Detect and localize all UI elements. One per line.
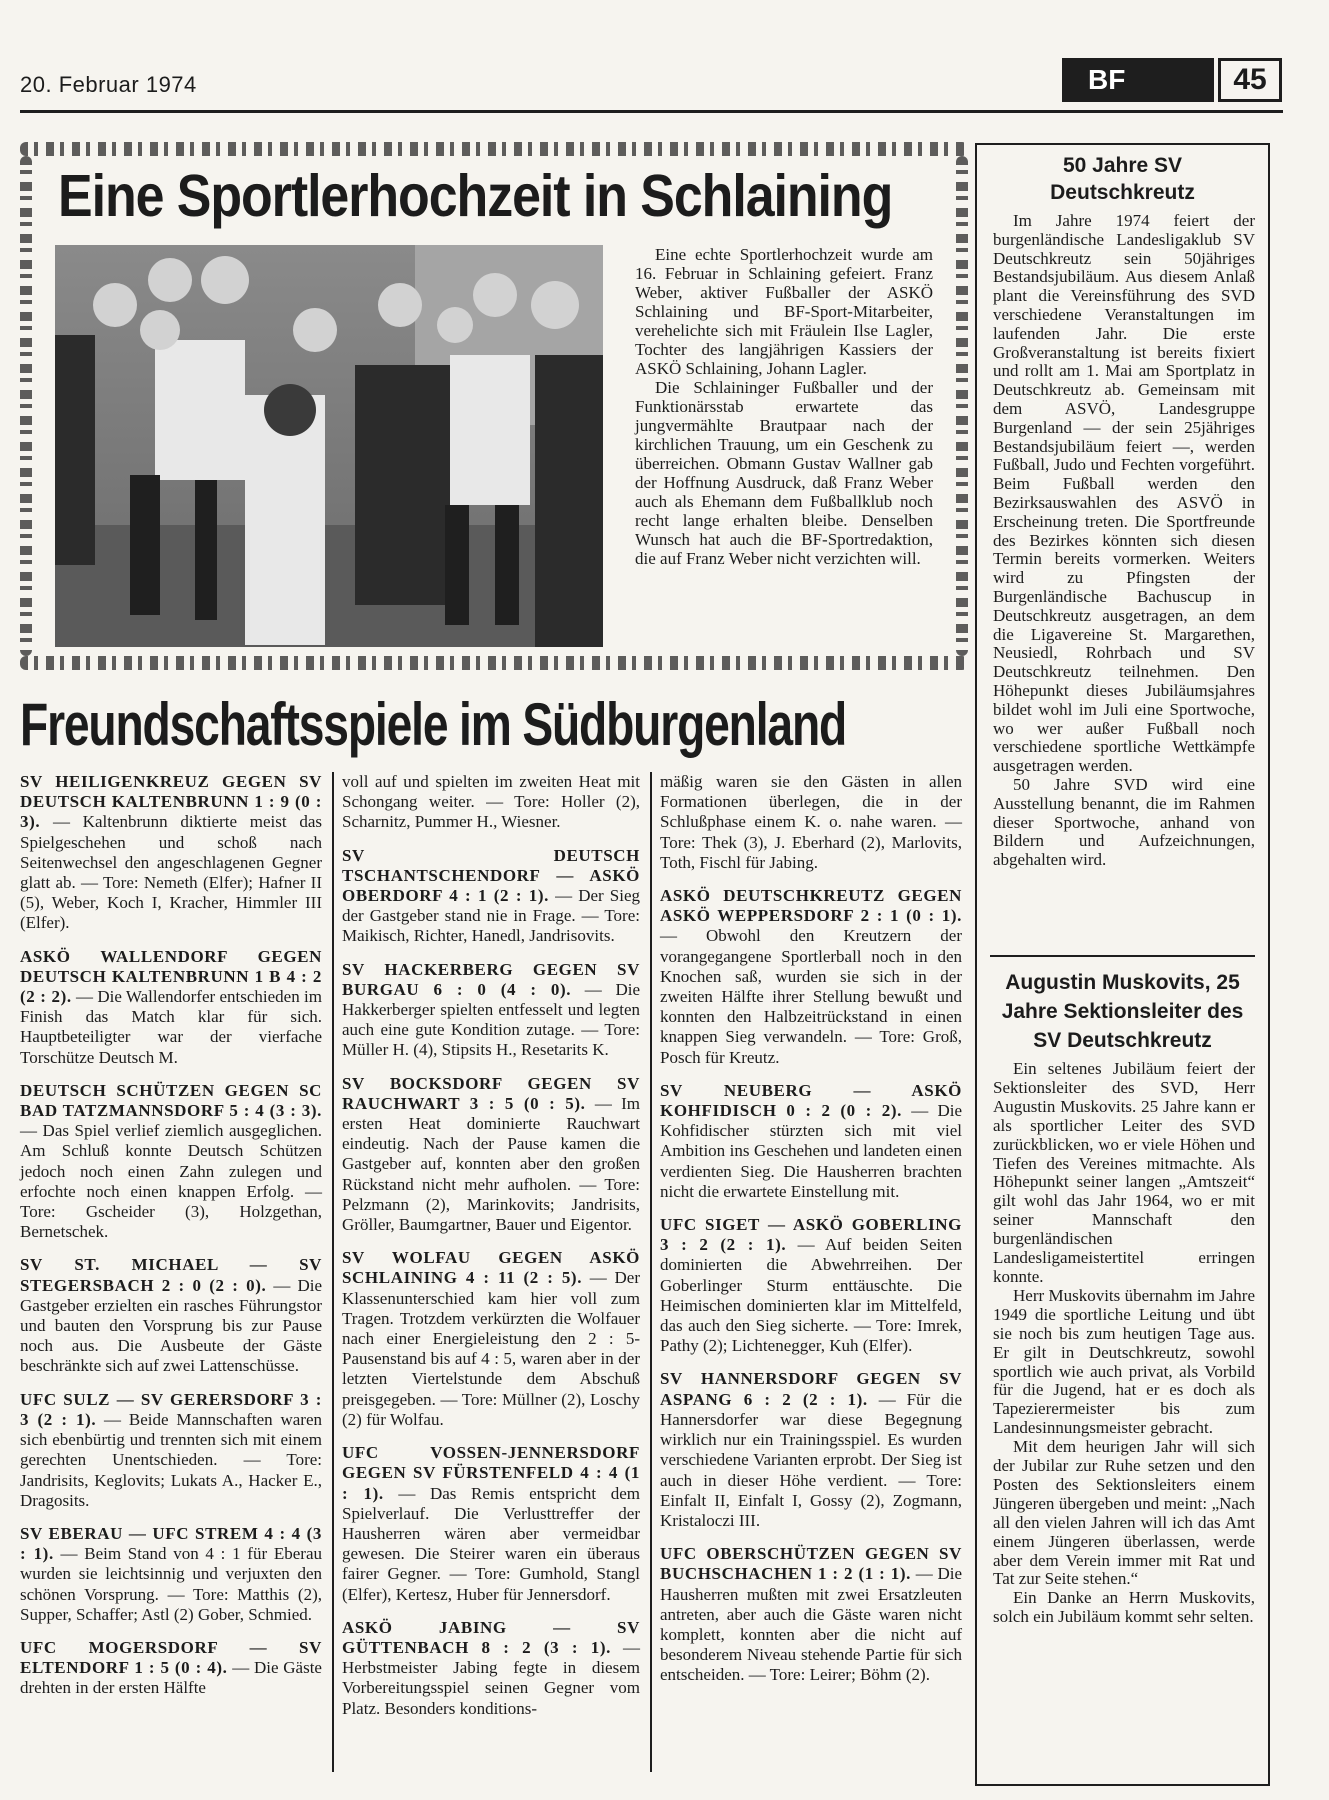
- match-text: — Das Remis entspricht dem Spielverlauf. Die Verlusttreffer der Hausherren wären aber vermeidbar gewesen. Die Steirer waren ein überaus fairer Gegner. — Tore: Gumhold, Stangl (Elfer), Kertesz, Huber für Jennersdorf.: [342, 1483, 640, 1604]
- match-text: — Die Hakkerberger spielten entfesselt und legten auch eine gute Kondition zutage. — Tore: Müller H. (4), Stipsits H., Resetarits K.: [342, 979, 640, 1060]
- match-report: [342, 772, 640, 833]
- sidebar-paragraph: Mit dem heurigen Jahr will sich der Jubilar zur Ruhe setzen und den Posten des Sektionsleiters einem Jüngeren übergeben und meint: „Nach all den vielen Jahren will ich das Amt einem Jüngeren überlassen, werde aber dem Verein immer mit Rat und Tat zur Seite stehen.“: [993, 1437, 1255, 1589]
- page-number: 45: [1218, 58, 1282, 102]
- match-report: [342, 1074, 640, 1236]
- sidebar-paragraph: Ein seltenes Jubiläum feiert der Sektionsleiter des SVD, Herr Augustin Muskovits. 25 Jahre kann er als sportlicher Leiter des SVD zurückblicken, wo er viele Höhen und Tiefen des Vereines mitmachte. Als Höhepunkt seiner langen „Amtszeit“ gilt wohl das Jahr 1964, wo er mit seiner Mannschaft den burgenländischen Landesligameistertitel erringen konnte.: [993, 1059, 1255, 1286]
- sidebar-title-1: 50 Jahre SV Deutschkreutz: [1050, 154, 1195, 204]
- match-text: — Für die Hannersdorfer war diese Begegnung wirklich nur ein Trainingsspiel. Es wurden verschiedene Varianten erprobt. Der Sieg ist auch in dieser Höhe verdient. — Tore: Einfalt II, Einfalt I, Gossy (2), Zogmann, Kristaloczi III.: [660, 1389, 962, 1530]
- sidebar-paragraph: 50 Jahre SVD wird eine Ausstellung benannt, die im Rahmen dieser Sportwoche, anhand von Bildern und Aufzeichnungen, abgehalten wird.: [993, 774, 1255, 870]
- wedding-group-photo: [55, 245, 603, 647]
- match-text: — Obwohl den Kreutzern der vorangegangene Sportlerball noch in den Knochen saß, wurden sie sich in der zweiten Hälfte ihrer Stellung bewußt und konnten den Halbzeitrückstand in einen knappen Sieg verwandeln. — Tore: Groß, Posch für Kreutz.: [660, 926, 962, 1067]
- match-result: ASKÖ DEUTSCHKREUTZ GEGEN ASKÖ WEPPERSDORF 2 : 1 (0 : 1).: [660, 886, 962, 926]
- friendly-column-2: [342, 772, 640, 1719]
- friendly-matches-headline: Freundschaftsspiele im Südburgenland: [20, 691, 847, 758]
- match-result: SV HANNERSDORF GEGEN SV ASPANG 6 : 2 (2 : 1).: [660, 1369, 962, 1409]
- sidebar-title-2: Augustin Muskovits, 25 Jahre Sektionsleiter des SV Deutschkreutz: [1001, 971, 1244, 1052]
- sidebar-article-1: [993, 212, 1255, 870]
- wedding-paragraph: Eine echte Sportlerhochzeit wurde am 16. Februar in Schlaining gefeiert. Franz Weber, aktiver Fußballer der ASKÖ Schlaining und BF-Sport-Mitarbeiter, verehelichte sich mit Fräulein Ilse Lagler, Tochter des langjährigen Kassiers der ASKÖ Schlaining, Johann Lagler.: [635, 245, 933, 378]
- match-text: — Beide Mannschaften waren sich ebenbürtig und trennten sich mit einem gerechten Unentschieden. — Tore: Jandrisits, Keglovits; Lukats A., Hacker E., Dragosits.: [20, 1409, 323, 1510]
- match-report: [660, 1081, 962, 1202]
- match-result: UFC OBERSCHÜTZEN GEGEN SV BUCHSCHACHEN 1 : 2 (1 : 1).: [660, 1544, 962, 1584]
- match-text: — Beim Stand von 4 : 1 für Eberau wurden sie leichtsinnig und verjuxten den schönen Vorsprung. — Tore: Matthis (2), Supper, Schaffer; Astl (2) Gober, Schmied.: [20, 1544, 322, 1624]
- match-result: ASKÖ WALLENDORF GEGEN DEUTSCH KALTENBRUNN 1 B 4 : 2 (2 : 2).: [20, 946, 322, 1007]
- match-report: [342, 960, 640, 1061]
- friendly-column-1: [20, 772, 322, 1699]
- match-text: — Die Gäste drehten in der ersten Hälfte: [20, 1658, 322, 1698]
- wedding-text: [635, 245, 933, 568]
- match-text: mäßig waren sie den Gästen in allen Formationen überlegen, die in der Schlußphase einem K. o. nahe waren. — Tore: Thek (3), J. Eberhard (2), Marlovits, Toth, Fischl für Jabing.: [660, 772, 962, 872]
- match-text: — Der Klassenunterschied kam hier voll zum Tragen. Trotzdem verkürzten die Wolfauer nach einer Energieleistung den 2 : 5-Pausenstand bis auf 4 : 5, waren aber in der letzten Viertelstunde dem Abschuß preisgegeben. — Tore: Müllner (2), Loschy (2) für Wolfau.: [342, 1268, 640, 1429]
- match-text: — Die Hausherren mußten mit zwei Ersatzleuten antreten, aber auch die Gäste waren nicht komplett, konnten aber die nicht auf besonderem Niveau stehende Partie für sich entscheiden. — Tore: Leirer; Böhm (2).: [660, 1564, 963, 1685]
- match-text: — Auf beiden Seiten dominierten die Abwehrreihen. Der Goberlinger Sturm enttäuschte. Die Heimischen dominierten klar im Mittelfeld, das auch den Sieg sicherte. — Tore: Imrek, Pathy (2); Lichtenegger, Kuh (Elfer).: [660, 1235, 963, 1356]
- match-report: [342, 1618, 640, 1719]
- match-text: — Kaltenbrunn diktierte meist das Spielgeschehen und schoß nach Seitenwechsel den angeschlagenen Gegner glatt ab. — Tore: Nemeth (Elfer); Hafner II (5), Weber, Koch I, Kracher, Himmler III (Elfer).: [20, 812, 322, 933]
- match-text: — Die Gastgeber erzielten ein rasches Führungstor und bauten den Vorsprung bis zur Pause noch aus. Die Ausbeute der Gäste beschränkte sich auf zwei Lattenschüsse.: [20, 1275, 322, 1376]
- match-text: — Das Spiel verlief ziemlich ausgeglichen. Am Schluß konnte Deutsch Schützen jedoch noch einen Zahn zulegen und erfochte noch einen knappen Erfolg. — Tore: Gscheider (3), Holzgethan, Bernetschek.: [20, 1121, 322, 1242]
- match-report: [660, 1544, 962, 1685]
- match-text: voll auf und spielten im zweiten Heat mit Schongang weiter. — Tore: Holler (2), Scharnitz, Pummer H., Wiesner.: [342, 772, 640, 832]
- match-report: [342, 1443, 640, 1605]
- match-report: [660, 1369, 962, 1531]
- sidebar-article-2: [993, 1060, 1255, 1627]
- match-report: [20, 772, 322, 934]
- match-text: — Die Wallendorfer entschieden im Finish das Match klar für sich. Hauptbeteiligter war der vierfache Torschütze Deutsch M.: [20, 987, 322, 1067]
- match-result: SV ST. MICHAEL — SV STEGERSBACH 2 : 0 (2 : 0).: [20, 1255, 322, 1295]
- friendly-column-3: [660, 772, 962, 1686]
- match-result: UFC SULZ — SV GERERSDORF 3 : 3 (2 : 1).: [20, 1389, 322, 1429]
- match-result: SV DEUTSCH TSCHANTSCHENDORF — ASKÖ OBERDORF 4 : 1 (2 : 1).: [342, 845, 640, 906]
- match-result: UFC MOGERSDORF — SV ELTENDORF 1 : 5 (0 : 4).: [20, 1637, 322, 1678]
- match-report: [20, 1255, 322, 1376]
- sidebar-paragraph: Ein Danke an Herrn Muskovits, solch ein Jubiläum kommt sehr selten.: [993, 1588, 1255, 1627]
- match-report: [20, 1081, 322, 1243]
- match-result: SV NEUBERG — ASKÖ KOHFIDISCH 0 : 2 (0 : 2).: [660, 1080, 962, 1121]
- match-result: SV HEILIGENKREUZ GEGEN SV DEUTSCH KALTENBRUNN 1 : 9 (0 : 3).: [20, 772, 322, 832]
- match-text: — Im ersten Heat dominierte Rauchwart eindeutig. Nach der Pause kamen die Gastgeber auf, konnten aber den großen Rückstand nicht mehr aufholen. — Tore: Pelzmann (2), Marinkovits; Jandrisits, Gröller, Baumgartner, Bauer und Eigentor.: [342, 1093, 640, 1235]
- match-report: [20, 1638, 322, 1699]
- match-report: [20, 1524, 322, 1625]
- match-result: DEUTSCH SCHÜTZEN GEGEN SC BAD TATZMANNSDORF 5 : 4 (3 : 3).: [20, 1080, 322, 1121]
- match-result: UFC SIGET — ASKÖ GOBERLING 3 : 2 (2 : 1).: [660, 1215, 962, 1255]
- match-report: [20, 947, 322, 1068]
- sidebar-paragraph: Herr Muskovits übernahm im Jahre 1949 die sportliche Leitung und übt sie noch bis zum heutigen Tage aus. Er gilt in Deutschkreutz, sowohl sportlich wie auch privat, als Vorbild für die Jugend, hat er es doch als Tapezierermeister bis zum Landesinnungsmeister gebracht.: [993, 1285, 1255, 1438]
- match-text: — Der Sieg der Gastgeber stand nie in Frage. — Tore: Maikisch, Richter, Hanedl, Jandrisovits.: [342, 886, 640, 946]
- sidebar-paragraph: Im Jahre 1974 feiert der burgenländische Landesligaklub SV Deutschkreutz sein 50jähriges Bestandsjubiläum. Aus diesem Anlaß plant die Vereinsführung des SVD verschiedene Veranstaltungen im laufenden Jahr. Die erste Großveranstaltung ist bereits fixiert und rollt am 1. Mai am Sportplatz in Deutschkreutz ab. Gemeinsam mit dem ASVÖ, Landesgruppe Burgenland — der sein 25jähriges Bestandsjubiläum feiert —, werden Fußball, Judo und Fechten vorgeführt. Beim Fußball werden den Bezirksauswahlen des ASVÖ in Erscheinung treten. Die Sportfreunde des Bezirkes könnten sich diesen Termin bereits vormerken. Weiters wird zu Pfingsten der Burgenländische Bachuscup in Deutschkreutz ausgetragen, an dem die Ligavereine St. Margarethen, Neusiedl, Rohrbach und SV Deutschkreutz teilnehmen. Den Höhepunkt dieses Jubiläumsjahres bildet wohl im Juli eine Sportwoche, wo wer außer Fußball noch verschiedene sportliche Wettkämpfe ausgetragen werden.: [993, 211, 1255, 776]
- match-report: [660, 1215, 962, 1356]
- match-result: UFC VOSSEN-JENNERSDORF GEGEN SV FÜRSTENFELD 4 : 4 (1 : 1).: [342, 1443, 640, 1503]
- issue-date: 20. Februar 1974: [20, 72, 197, 97]
- header-rule: [20, 110, 1283, 113]
- magazine-logo: BF: [1062, 58, 1214, 102]
- match-result: SV WOLFAU GEGEN ASKÖ SCHLAINING 4 : 11 (2 : 5).: [342, 1248, 640, 1288]
- wedding-paragraph: Die Schlaininger Fußballer und der Funktionärsstab erwartete das jungvermählte Brautpaar nach der kirchlichen Trauung, um ein Geschenk zu überreichen. Obmann Gustav Wallner gab der Hoffnung Ausdruck, daß Franz Weber auch als Ehemann dem Fußballklub noch recht lange erhalten bleibe. Denselben Wunsch hat auch die BF-Sportredaktion, die auf Franz Weber nicht verzichten will.: [635, 378, 933, 568]
- match-text: — Die Kohfidischer stürzten sich mit viel Ambition ins Geschehen und landeten einen verdienten Sieg. Die Hausherren brachten nicht die erwartete Einstellung mit.: [660, 1101, 962, 1201]
- match-text: — Herbstmeister Jabing fegte in diesem Vorbereitungsspiel seinen Gegner vom Platz. Besonders konditions-: [342, 1637, 640, 1718]
- match-result: SV BOCKSDORF GEGEN SV RAUCHWART 3 : 5 (0 : 5).: [342, 1073, 640, 1113]
- match-result: ASKÖ JABING — SV GÜTTENBACH 8 : 2 (3 : 1).: [342, 1617, 640, 1657]
- match-report: [342, 1248, 640, 1430]
- match-result: SV EBERAU — UFC STREM 4 : 4 (3 : 1).: [20, 1523, 322, 1564]
- match-report: [20, 1390, 322, 1511]
- match-report: [660, 886, 962, 1068]
- match-report: [342, 846, 640, 947]
- match-report: [660, 772, 962, 873]
- match-result: SV HACKERBERG GEGEN SV BURGAU 6 : 0 (4 : 0).: [342, 959, 640, 999]
- wedding-headline: Eine Sportlerhochzeit in Schlaining: [58, 163, 893, 229]
- masthead: [1062, 58, 1282, 102]
